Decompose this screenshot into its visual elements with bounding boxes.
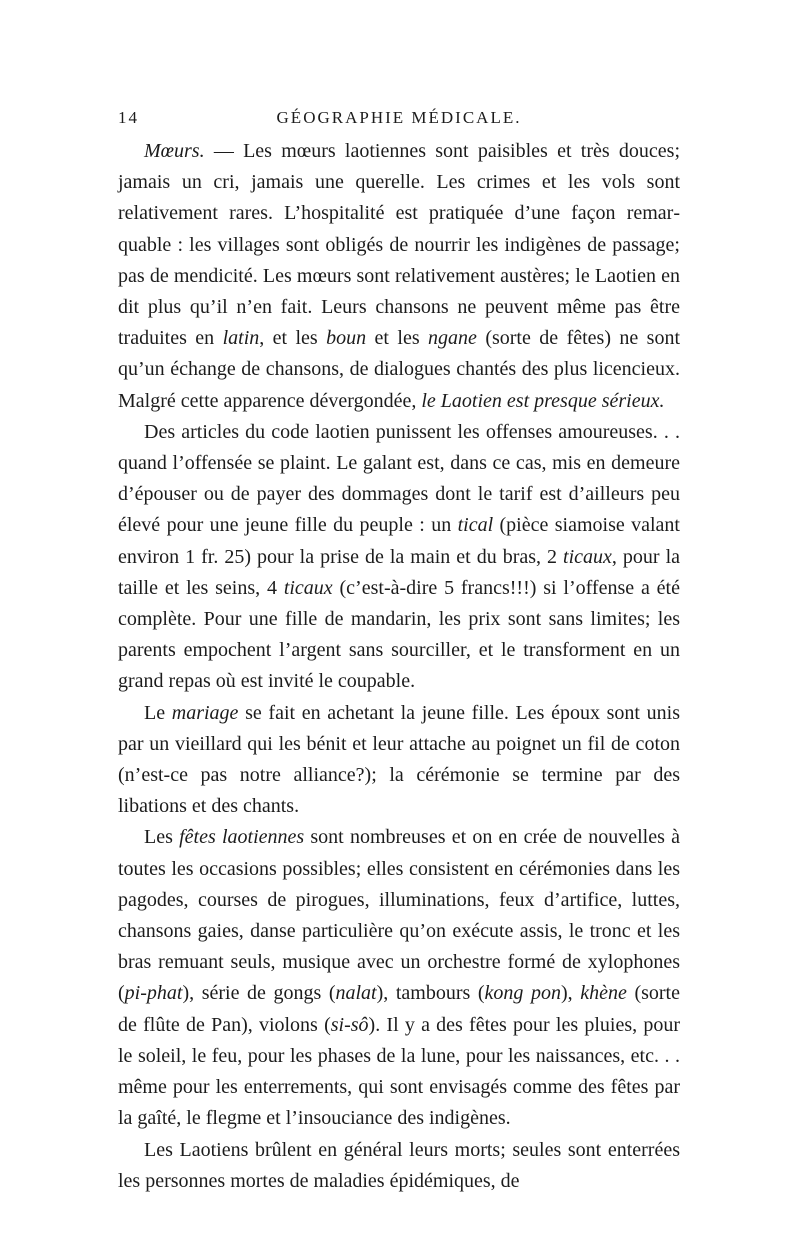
text-run: se fait en achetant la jeune fille. Les époux sont unis par un vieillard qui les bénit et leur attache au poignet un fil de coton (n’est-ce pas notre alliance?); la cérémonie se termine par des libations et des chants. <box>118 701 680 818</box>
italic-term: tical <box>457 514 494 537</box>
text-run: ), <box>560 982 581 1005</box>
italic-term: latin <box>222 327 260 350</box>
paragraph <box>118 1135 680 1197</box>
paragraph <box>118 417 680 698</box>
text-run: , pour la taille et les seins, 4 <box>118 545 681 599</box>
italic-term: nalat <box>335 982 377 1005</box>
paragraph-lead-title: Mœurs. <box>144 140 205 162</box>
text-run: (c’est-à-dire 5 francs!!!) si l’offense a été complète. Pour une fille de mandarin, les prix sont sans limites; les parents empochent l’argent sans sourciller, et le transforment en un grand repas où est invité le coupable. <box>118 576 680 693</box>
text-run: (sorte de flûte de Pan), violons ( <box>118 982 680 1036</box>
text-run: ). Il y a des fêtes pour les pluies, pour le soleil, le feu, pour les phases de la lune, pour les naissances, etc. . . même pour les enterrements, qui sont envisagés comme des fêtes par la gaîté, le flegme et l’insouciance des indigènes. <box>118 1013 680 1130</box>
page-number: 14 <box>118 108 139 127</box>
text-run: ), série de gongs ( <box>182 982 336 1005</box>
italic-term: ngane <box>428 327 477 350</box>
text-run: — Les mœurs laotiennes sont paisibles et très douces; jamais un cri, jamais une querelle. Les crimes et les vols sont relativement rares. L’hospitalité est pratiquée d’une façon remarquable : les villages sont obligés de nourrir les indigènes de passage; pas de mendicité. Les mœurs sont relativement austères; le Laotien en dit plus qu’il n’en fait. Leurs chansons ne peuvent même pas être traduites en <box>118 140 680 350</box>
italic-term: khène <box>580 982 627 1005</box>
italic-term: boun <box>326 327 367 350</box>
italic-term: mariage <box>171 701 239 724</box>
text-run: Les Laotiens brûlent en général leurs morts; seules sont enterrées les personnes mortes de maladies épidémiques, de <box>118 1138 680 1192</box>
text-run: Des articles du code laotien punissent les offenses amoureuses. . . quand l’offensée se plaint. Le galant est, dans ce cas, mis en demeure d’épouser ou de payer des dommages dont le tarif est d’ailleurs peu élevé pour une jeune fille du peuple : un <box>118 420 680 537</box>
text-run: sont nombreuses et on en crée de nouvelles à toutes les occasions possibles; elles consistent en cérémonies dans les pagodes, courses de pirogues, illuminations, feux d’artifice, luttes, chansons gaies, danse particulière qu’on exécute assis, le tronc et les bras remuant seuls, musique avec un orchestre formé de xylophones ( <box>118 826 680 1005</box>
text-run: Les <box>144 826 180 849</box>
running-head <box>118 108 680 136</box>
paragraph <box>118 136 680 417</box>
running-title: GÉOGRAPHIE MÉDICALE. <box>276 108 522 127</box>
page <box>118 108 680 1197</box>
italic-term: ticaux <box>563 545 612 568</box>
text-run: et les <box>366 327 429 350</box>
paragraph <box>118 822 680 1134</box>
italic-term: ticaux <box>283 576 333 599</box>
text-run: (pièce siamoise valant environ 1 fr. 25) pour la prise de la main et du bras, 2 <box>118 514 680 568</box>
text-run: Le <box>144 701 172 724</box>
italic-term: si-sô <box>330 1013 369 1036</box>
text-run: , et les <box>259 327 327 350</box>
text-run: ), tambours ( <box>376 982 485 1005</box>
italic-term: le Laotien est presque sérieux. <box>421 389 665 412</box>
body-text <box>118 136 680 1197</box>
paragraph <box>118 698 680 823</box>
italic-term: pi-phat <box>124 982 183 1005</box>
italic-term: kong pon <box>484 982 561 1005</box>
text-run: (sorte de fêtes) ne sont qu’un échange de chansons, de dialogues chantés des plus licencieux. Malgré cette apparence dévergondée, <box>118 327 681 412</box>
italic-term: fêtes laotiennes <box>179 826 305 849</box>
